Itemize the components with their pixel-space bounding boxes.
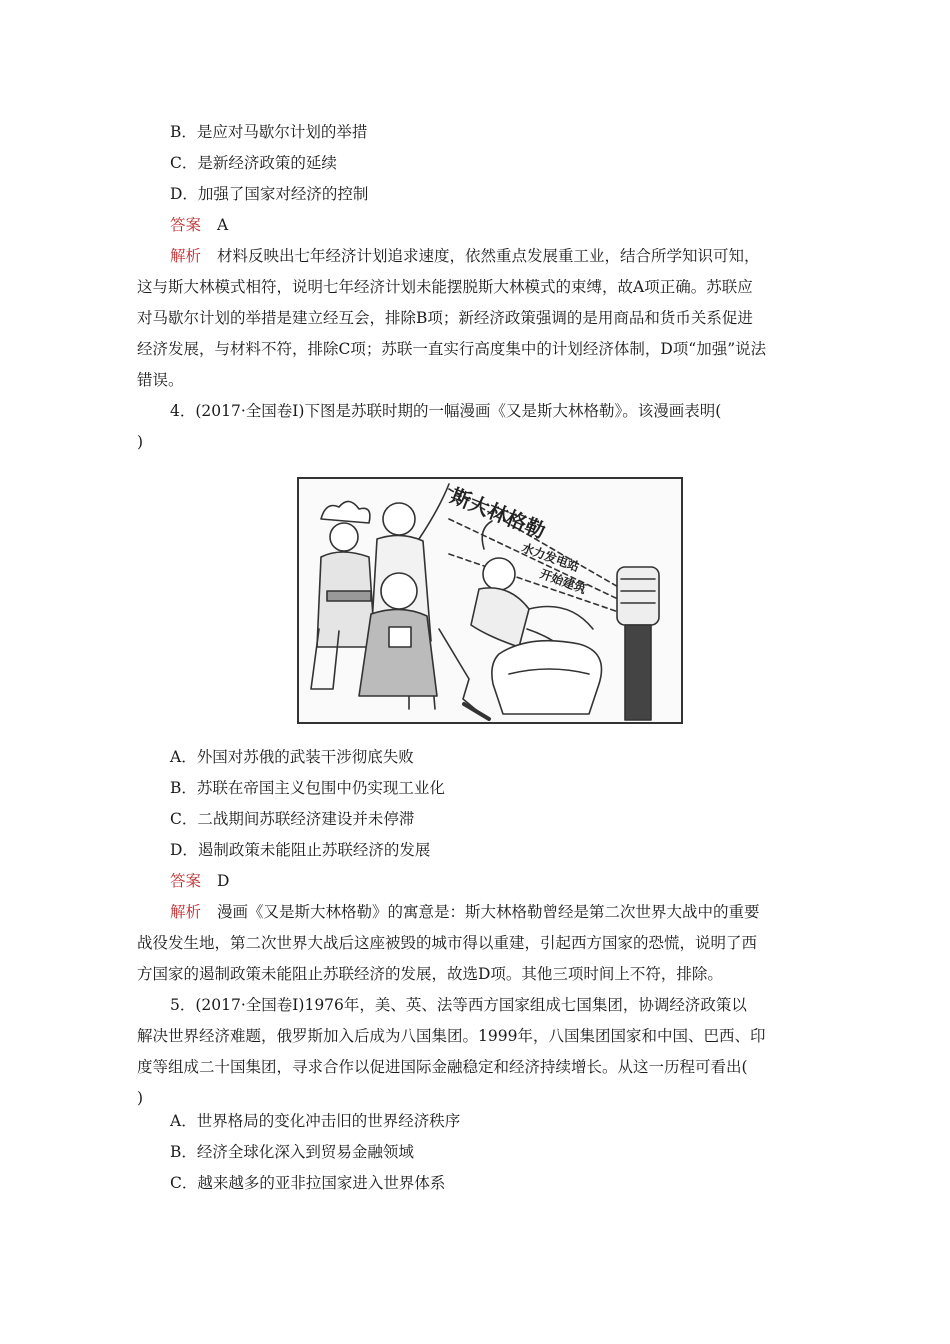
analysis-label: 解析	[170, 903, 202, 921]
analysis-text: 材料反映出七年经济计划追求速度，依然重点发展重工业，结合所学知识可知，	[217, 247, 760, 265]
q3-answer	[170, 210, 850, 241]
q5-option-b: B．经济全球化深入到贸易金融领域	[170, 1143, 414, 1161]
q3-option-c: C．是新经济政策的延续	[170, 154, 337, 172]
answer-label: 答案	[170, 216, 202, 234]
cartoon-caption-line-2: 开始建筑	[537, 566, 588, 597]
cartoon-caption-line-1: 水力发电站	[519, 540, 582, 575]
answer-value: A	[217, 216, 229, 234]
q4-option-c: C．二战期间苏联经济建设并未停滞	[170, 810, 415, 828]
q5-stem-line-2: 解决世界经济难题，俄罗斯加入后成为八国集团。1999年，八国集团国家和中国、巴西、印	[137, 1027, 766, 1045]
q3-option-d: D．加强了国家对经济的控制	[170, 185, 369, 203]
analysis-label: 解析	[170, 247, 202, 265]
q3-analysis-line-5: 错误。	[137, 371, 184, 389]
q5-stem-line-3: 度等组成二十国集团，寻求合作以促进国际金融稳定和经济持续增长。从这一历程可看出(	[137, 1058, 748, 1076]
q5-stem-line-4: )	[137, 1089, 144, 1107]
analysis-text: 漫画《又是斯大林格勒》的寓意是：斯大林格勒曾经是第二次世界大战中的重要	[217, 903, 760, 921]
q3-analysis-line-1	[170, 241, 850, 272]
cartoon-figure	[297, 477, 683, 724]
q4-answer	[170, 866, 850, 897]
answer-label: 答案	[170, 872, 202, 890]
q5-stem-line-1: 5．(2017·全国卷Ⅰ)1976年，美、英、法等西方国家组成七国集团，协调经济政策以	[170, 996, 747, 1014]
answer-value: D	[217, 872, 230, 890]
q4-analysis-line-2: 战役发生地，第二次世界大战后这座被毁的城市得以重建，引起西方国家的恐慌，说明了西	[137, 934, 758, 952]
q3-option-b: B．是应对马歇尔计划的举措	[170, 123, 368, 141]
q3-analysis-line-4: 经济发展，与材料不符，排除C项；苏联一直实行高度集中的计划经济体制，D项“加强”说法	[137, 340, 767, 358]
q3-analysis-line-3: 对马歇尔计划的举措是建立经互会，排除B项；新经济政策强调的是用商品和货币关系促进	[137, 309, 753, 327]
q4-analysis-line-3: 方国家的遏制政策未能阻止苏联经济的发展，故选D项。其他三项时间上不符，排除。	[137, 965, 723, 983]
cartoon-illustration	[299, 479, 681, 722]
q4-analysis-line-1	[170, 897, 850, 928]
q4-stem-line-1: 4．(2017·全国卷Ⅰ)下图是苏联时期的一幅漫画《又是斯大林格勒》。该漫画表明(	[170, 402, 722, 420]
q4-option-b: B．苏联在帝国主义包围中仍实现工业化	[170, 779, 445, 797]
q5-option-a: A．世界格局的变化冲击旧的世界经济秩序	[170, 1112, 461, 1130]
q4-stem-line-2: )	[137, 433, 144, 451]
q5-option-c: C．越来越多的亚非拉国家进入世界体系	[170, 1174, 446, 1192]
q3-analysis-line-2: 这与斯大林模式相符，说明七年经济计划未能摆脱斯大林模式的束缚，故A项正确。苏联应	[137, 278, 753, 296]
q4-option-a: A．外国对苏俄的武装干涉彻底失败	[170, 748, 414, 766]
q4-option-d: D．遏制政策未能阻止苏联经济的发展	[170, 841, 431, 859]
cartoon-banner-text: 斯大林格勒	[447, 483, 549, 544]
